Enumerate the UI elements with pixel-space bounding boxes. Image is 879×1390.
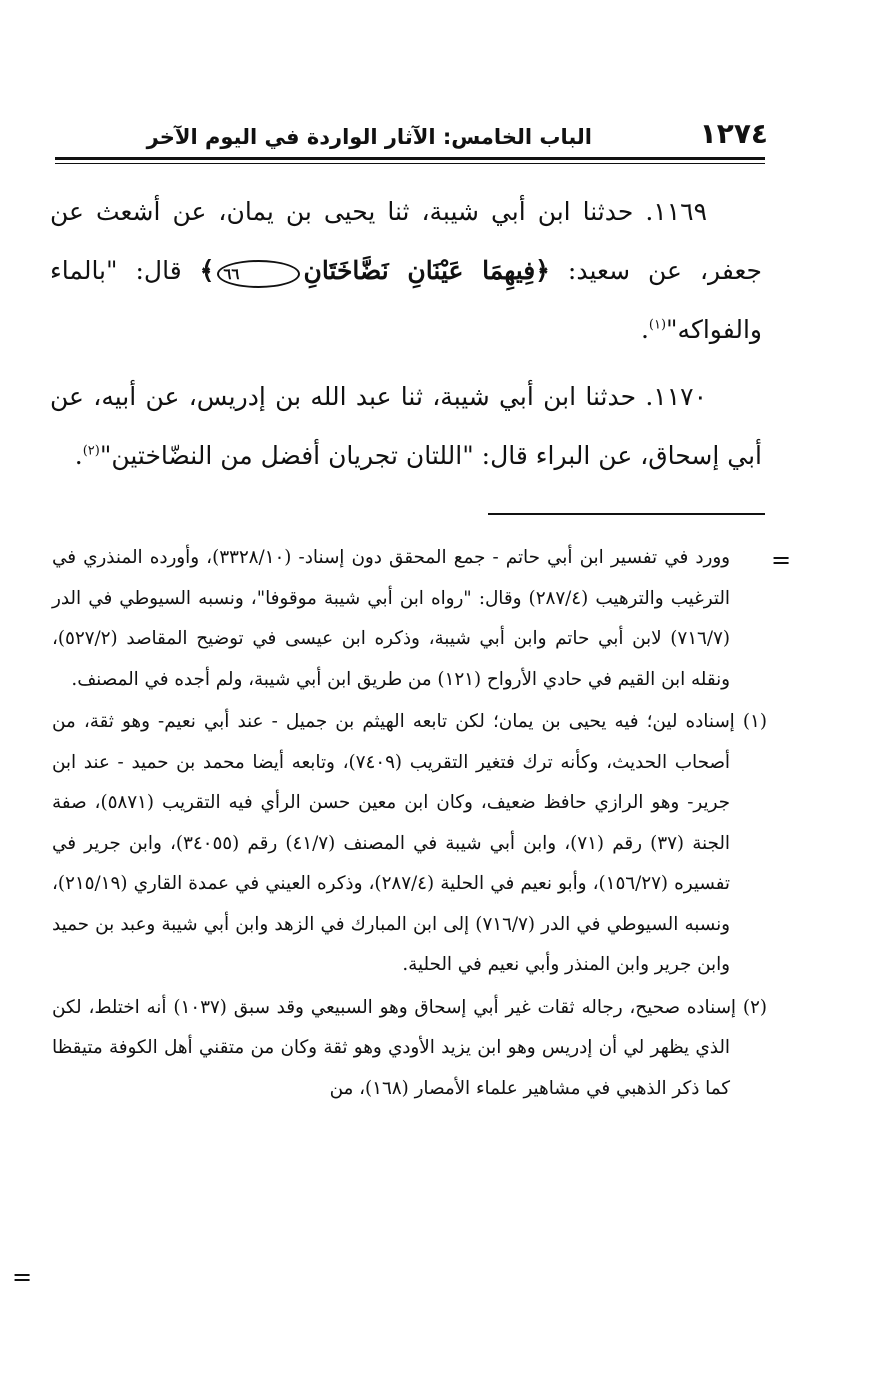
main-text — [50, 182, 762, 493]
aya-number-marker: ٦٦ — [217, 260, 300, 288]
hadith-1170 — [50, 367, 762, 485]
period: . — [640, 315, 649, 344]
footnote-1-text: إسناده لين؛ فيه يحيى بن يمان؛ لكن تابعه الهيثم بن جميل - عند أبي نعيم- وهو ثقة، من أصحاب الحديث، وكأنه ترك فتغير التقريب (٧٤٠٩)، وتابعه أيضا محمد بن حميد - عند ابن جرير- وهو الرازي حافظ ضعيف، وكان ابن معين حسن الرأي فيه التقريب (٥٨٧١)، صفة الجنة (٣٧) رقم (٧١)، وابن أبي شيبة في المصنف (٤١/٧) رقم (٣٤٠٥٥)، وابن جرير في تفسيره (١٥٦/٢٧)، وأبو نعيم في الحلية (٢٨٧/٤)، وذكره العيني في عمدة القاري (٢١٥/١٩)، ونسبه السيوطي في الدر (٧١٦/٧) إلى ابن المبارك في الزهد وابن أبي شيبة وعبد بن حميد وابن جرير وابن المنذر وأبي نعيم في الحلية. — [52, 711, 735, 975]
continues-mark: = — [12, 1263, 33, 1291]
header-rule-thin — [55, 163, 765, 164]
quran-open-bracket: ﴿ — [535, 256, 550, 285]
footnote-ref-2: (٢) — [82, 443, 100, 459]
hadith-1169 — [50, 182, 762, 359]
footnotes — [52, 538, 767, 1109]
hadith-1169-text-b: قال: "بالماء والفواكه" — [50, 256, 762, 344]
footnote-separator — [488, 513, 765, 515]
footnote-2-text: إسناده صحيح، رجاله ثقات غير أبي إسحاق وهو السبيعي وقد سبق (١٠٣٧) أنه اختلط، لكن الذي يظهر لي أن إدريس وهو ابن يزيد الأودي وهو ثقة وكان من متقني أهل الكوفة متيقظا كما ذكر الذهبي في مشاهير علماء الأمصار (١٦٨)، من — [52, 996, 737, 1099]
header-rule-thick — [55, 157, 765, 160]
footnote-2 — [52, 988, 767, 1110]
footnote-1-number: (١) — [742, 711, 767, 732]
quran-verse-text: فِيهِمَا عَيْنَانِ نَضَّاخَتَانِ — [303, 256, 536, 285]
page-number: ١٢٧٤ — [699, 117, 768, 150]
period: . — [74, 441, 83, 470]
footnote-continuation: وورد في تفسير ابن أبي حاتم - جمع المحقق دون إسناد- (٣٣٢٨/١٠)، وأورده المنذري في الترغيب والترهيب (٢٨٧/٤) وقال: "رواه ابن أبي شيبة موقوفا"، ونسبه السيوطي في الدر (٧١٦/٧) لابن أبي حاتم وابن أبي شيبة، وذكره ابن عيسى في توضيح المقاصد (٥٢٧/٢)، ونقله ابن القيم في حادي الأرواح (١٢١) من طريق ابن أبي شيبة، ولم أجده في المصنف. — [52, 547, 730, 690]
hadith-1169-text-a: ١١٦٩. حدثنا ابن أبي شيبة، ثنا يحيى بن يمان، عن أشعث عن جعفر، عن سعيد: — [50, 197, 762, 285]
quran-close-bracket: ﴾ — [199, 256, 215, 285]
footnote-ref-1: (١) — [648, 317, 667, 333]
running-header-title: الباب الخامس: الآثار الواردة في اليوم الآخر — [146, 125, 592, 149]
footnote-2-number: (٢) — [742, 996, 767, 1018]
hadith-1170-text: ١١٧٠. حدثنا ابن أبي شيبة، ثنا عبد الله بن إدريس، عن أبيه، عن أبي إسحاق، عن البراء قال: "اللتان تجريان أفضل من النضّاختين" — [50, 382, 762, 470]
continuation-mark: = — [771, 546, 792, 574]
footnote-1 — [52, 702, 767, 986]
quran-quote — [200, 256, 550, 285]
